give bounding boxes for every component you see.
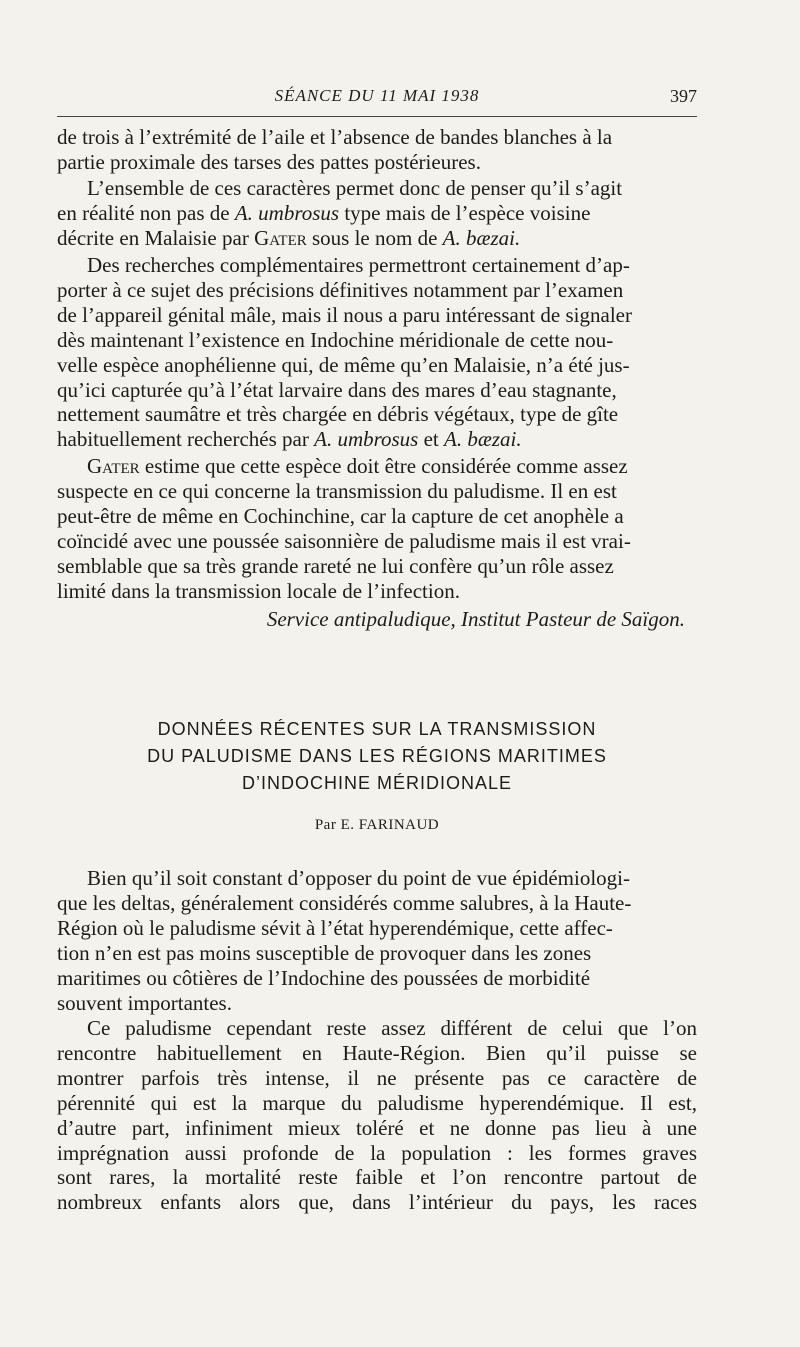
species-name: A. bæzai.	[442, 225, 521, 250]
text-line: Région où le paludisme sévit à l’état hyperendémique, cette affec-	[57, 915, 613, 940]
author-byline: Par E. FARINAUD	[314, 817, 440, 833]
text-line: limité dans la transmission locale de l’infection.	[57, 578, 460, 603]
species-name: A. bæzai.	[444, 427, 522, 452]
text-line: peut-être de même en Cochinchine, car la capture de cet anophèle a	[57, 503, 624, 528]
text-fragment: en réalité non pas de	[57, 200, 235, 225]
text-line: de trois à l’extrémité de l’aile et l’absence de bandes blanches à la	[57, 125, 613, 149]
text-line: maritimes ou côtières de l’Indochine des poussées de morbidité	[57, 965, 591, 990]
paragraph-research	[57, 253, 697, 452]
text-line: d’autre part, infiniment mieux toléré et ne donne pas lieu à une	[57, 1115, 697, 1140]
text-line: velle espèce anophélienne qui, de même qu’en Malaisie, n’a été jus-	[57, 352, 630, 377]
text-line: imprégnation aussi profonde de la population : les formes graves	[57, 1140, 697, 1165]
institution-signature: Service antipaludique, Institut Pasteur de Saïgon.	[266, 607, 685, 631]
text-line: semblable que sa très grande rareté ne lui confère qu’un rôle assez	[57, 553, 614, 578]
text-fragment: habituellement recherchés par	[57, 427, 315, 452]
text-line: qu’ici capturée qu’à l’état larvaire dans des mares d’eau stagnante,	[57, 377, 617, 402]
text-line: de l’appareil génital mâle, mais il nous a paru intéressant de signaler	[57, 302, 632, 327]
text-line: que les deltas, généralement considérés comme salubres, à la Haute-	[57, 890, 632, 915]
text-line: coïncidé avec une poussée saisonnière de paludisme mais il est vrai-	[57, 528, 631, 553]
text-line: L’ensemble de ces caractères permet donc de penser qu’il s’agit	[87, 176, 623, 200]
text-fragment: estime que cette espèce doit être considérée comme assez	[139, 454, 628, 478]
text-line: porter à ce sujet des précisions définitives notamment par l’examen	[57, 277, 624, 302]
text-line: rencontre habituellement en Haute-Région. Bien qu’il puisse se	[57, 1040, 697, 1065]
text-line: souvent importantes.	[57, 990, 232, 1015]
article-title	[57, 716, 697, 797]
paragraph-species	[57, 176, 697, 251]
text-line: dès maintenant l’existence en Indochine méridionale de cette nou-	[57, 327, 614, 352]
text-line: nettement saumâtre et très chargée en débris végétaux, type de gîte	[57, 402, 619, 427]
text-line: suspecte en ce qui concerne la transmission du paludisme. Il en est	[57, 478, 617, 503]
title-line: D’INDOCHINE MÉRIDIONALE	[241, 773, 513, 793]
running-title: SÉANCE DU 11 MAI 1938	[274, 86, 480, 105]
text-line: montrer parfois très intense, il ne présente pas ce caractère de	[57, 1065, 697, 1090]
author-name: Gater	[254, 225, 307, 250]
species-name: A. umbrosus	[234, 200, 340, 225]
title-line: DONNÉES RÉCENTES SUR LA TRANSMISSION	[157, 719, 597, 739]
title-line: DU PALUDISME DANS LES RÉGIONS MARITIMES	[147, 746, 607, 766]
text-line: Des recherches complémentaires permettront certainement d’ap-	[87, 253, 630, 277]
species-name: A. umbrosus	[314, 427, 419, 452]
paragraph-characteristics	[57, 1016, 697, 1215]
text-fragment: type mais de l’espèce voisine	[339, 200, 591, 225]
page-header	[57, 82, 697, 117]
text-line: Bien qu’il soit constant d’opposer du point de vue épidémiologi-	[87, 866, 630, 890]
text-fragment: décrite en Malaisie par	[57, 225, 255, 250]
paragraph-continuation	[57, 125, 697, 175]
text-line: nombreux enfants alors que, dans l’intérieur du pays, les races	[57, 1190, 697, 1215]
text-line: tion n’en est pas moins susceptible de provoquer dans les zones	[57, 940, 592, 965]
text-fragment: sous le nom de	[306, 225, 443, 250]
text-fragment: et	[418, 427, 445, 452]
page-number: 397	[670, 86, 697, 106]
author-name: Gater	[87, 454, 140, 478]
text-line: Ce paludisme cependant reste assez différent de celui que l’on	[87, 1016, 697, 1040]
text-line: sont rares, la mortalité reste faible et l’on rencontre partout de	[57, 1165, 697, 1190]
text-line: partie proximale des tarses des pattes postérieures.	[57, 149, 481, 174]
text-line: pérennité qui est la marque du paludisme hyperendémique. Il est,	[57, 1090, 697, 1115]
paragraph-transmission	[57, 454, 697, 603]
paragraph-intro	[57, 866, 697, 1015]
